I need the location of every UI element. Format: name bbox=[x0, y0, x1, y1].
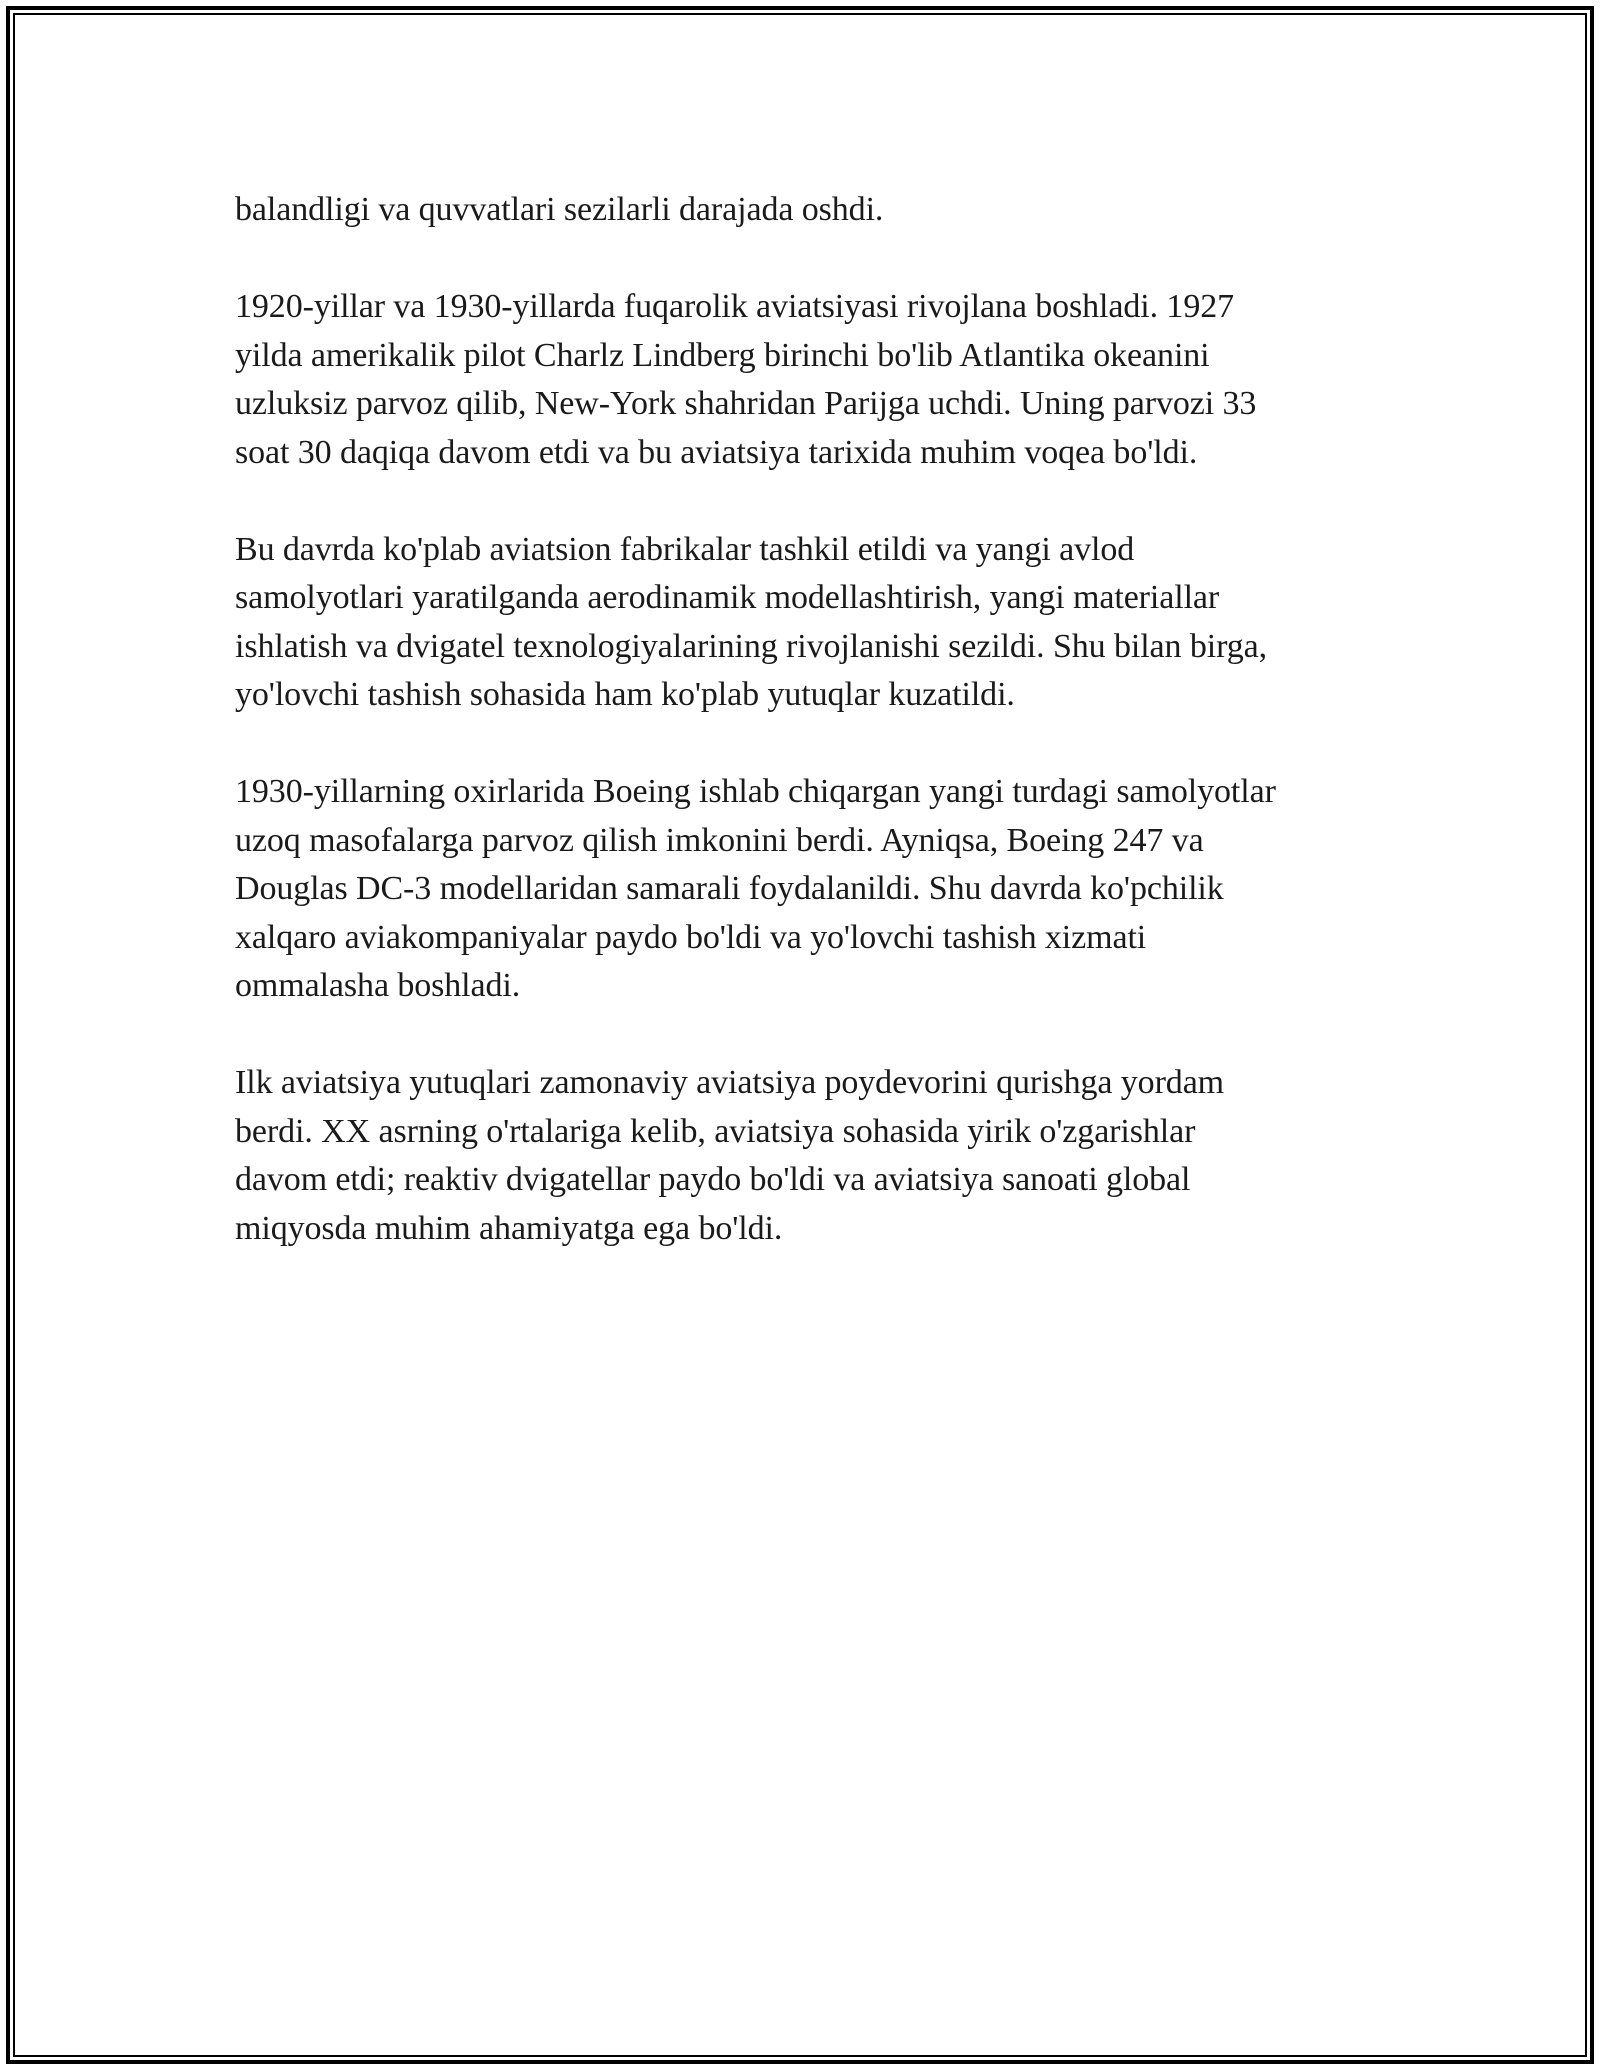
paragraph-3: Bu davrda ko'plab aviatsion fabrikalar tashkil etildi va yangi avlod samolyotlari yaratilganda aerodinamik modellashtirish, yangi materiallar ishlatish va dvigatel texnologiyalarining rivojlanishi sezildi. Shu bilan birga, yo'lovchi tashish sohasida ham ko'plab yutuqlar kuzatildi. bbox=[235, 530, 1267, 713]
document-body bbox=[235, 186, 1375, 1302]
paragraph-2: 1920-yillar va 1930-yillarda fuqarolik aviatsiyasi rivojlana boshladi. 1927 yilda amerikalik pilot Charlz Lindberg birinchi bo'lib Atlantika okeanini uzluksiz parvoz qilib, New-York shahridan Parijga uchdi. Uning parvozi 33 soat 30 daqiqa davom etdi va bu aviatsiya tarixida muhim voqea bo'ldi. bbox=[235, 288, 1257, 471]
paragraph-1: balandligi va quvvatlari sezilarli darajada oshdi. bbox=[235, 191, 884, 228]
paragraph-4: 1930-yillarning oxirlarida Boeing ishlab chiqargan yangi turdagi samolyotlar uzoq masofalarga parvoz qilish imkonini berdi. Ayniqsa, Boeing 247 va Douglas DC-3 modellaridan samarali foydalanildi. Shu davrda ko'pchilik xalqaro aviakompaniyalar paydo bo'ldi va yo'lovchi tashish xizmati ommalasha boshladi. bbox=[235, 773, 1276, 1004]
paragraph-5: Ilk aviatsiya yutuqlari zamonaviy aviatsiya poydevorini qurishga yordam berdi. XX asrning o'rtalariga kelib, aviatsiya sohasida yirik o'zgarishlar davom etdi; reaktiv dvigatellar paydo bo'ldi va aviatsiya sanoati global miqyosda muhim ahamiyatga ega bo'ldi. bbox=[235, 1064, 1225, 1247]
